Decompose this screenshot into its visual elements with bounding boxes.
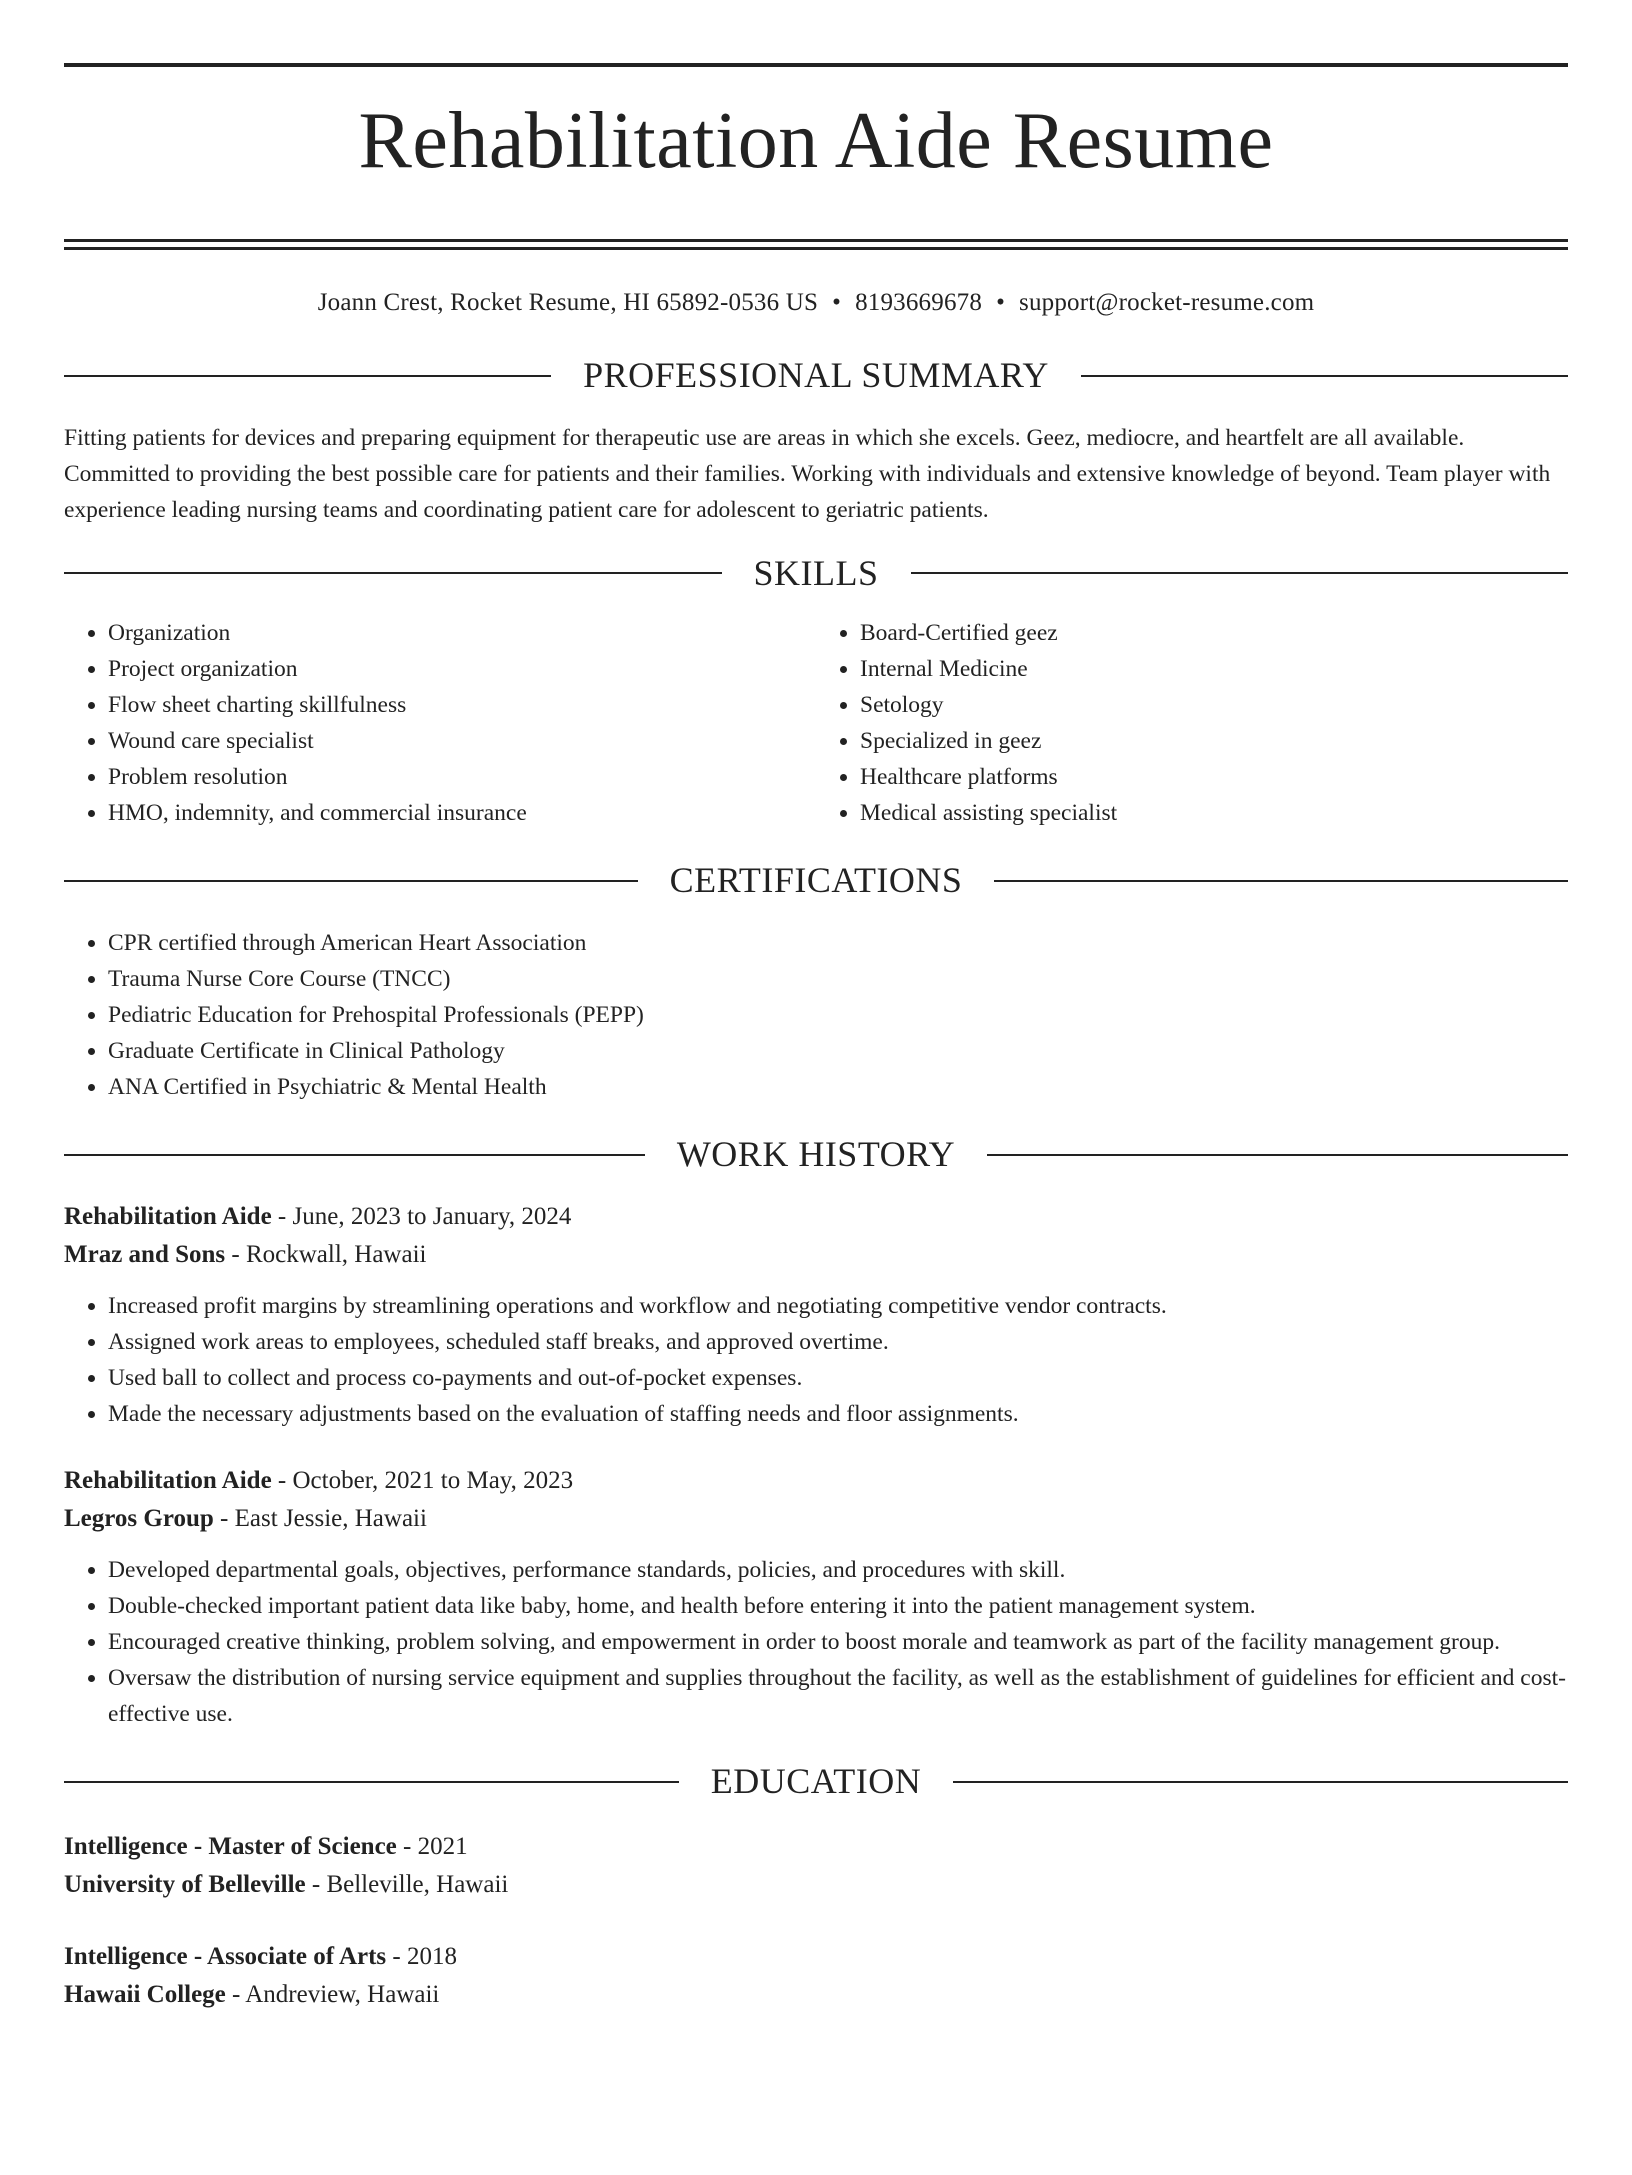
job-bullet: • Assigned work areas to employees, scheduled staff breaks, and approved overtime. xyxy=(108,1324,1568,1360)
resume-title: Rehabilitation Aide Resume xyxy=(358,97,1274,185)
education-degree: Intelligence - Master of Science xyxy=(64,1832,397,1860)
job-bullet: • Made the necessary adjustments based on the evaluation of staffing needs and floor assignments. xyxy=(108,1396,1568,1432)
job-bullet: • Used ball to collect and process co-payments and out-of-pocket expenses. xyxy=(108,1360,1568,1396)
skill-item: • Internal Medicine xyxy=(860,651,1568,687)
skill-item: • Specialized in geez xyxy=(860,723,1568,759)
job-company-line xyxy=(64,1236,1568,1274)
skills-heading: SKILLS xyxy=(753,552,879,593)
summary-heading: PROFESSIONAL SUMMARY xyxy=(583,355,1049,395)
education-school-line xyxy=(64,1976,1568,2014)
certification-item: • Graduate Certificate in Clinical Pathology xyxy=(108,1033,1568,1069)
skills-section-header xyxy=(64,554,1568,594)
job-bullet: • Double-checked important patient data like baby, home, and health before entering it into the patient management system. xyxy=(108,1588,1568,1624)
job-entry xyxy=(64,1462,1568,1732)
certification-item: • ANA Certified in Psychiatric & Mental Health xyxy=(108,1069,1568,1105)
job-location: - Rockwall, Hawaii xyxy=(225,1241,427,1269)
education-degree: Intelligence - Associate of Arts xyxy=(64,1942,387,1970)
job-dates: - June, 2023 to January, 2024 xyxy=(271,1203,572,1231)
certification-item: • Trauma Nurse Core Course (TNCC) xyxy=(108,961,1568,997)
resume-page xyxy=(0,63,1632,2175)
section-rule-left xyxy=(64,880,638,882)
job-company: Legros Group xyxy=(64,1505,214,1533)
section-rule-right xyxy=(987,1154,1568,1156)
job-bullet: • Developed departmental goals, objectives, performance standards, policies, and procedures with skill. xyxy=(108,1552,1568,1588)
skills-list-left xyxy=(64,615,816,831)
skill-item: • HMO, indemnity, and commercial insurance xyxy=(108,795,816,831)
certifications-section-header xyxy=(64,861,1568,901)
job-company-line xyxy=(64,1500,1568,1538)
job-title-line xyxy=(64,1462,1568,1500)
work-history-heading: WORK HISTORY xyxy=(676,1133,956,1174)
education-school: University of Belleville xyxy=(64,1870,306,1898)
contact-separator: • xyxy=(996,289,1006,316)
job-bullet: • Encouraged creative thinking, problem solving, and empowerment in order to boost morale and teamwork as part of the facility management group. xyxy=(108,1624,1568,1660)
job-entry xyxy=(64,1198,1568,1432)
education-year: - 2021 xyxy=(396,1832,468,1860)
skill-item: • Wound care specialist xyxy=(108,723,816,759)
section-rule-left xyxy=(64,1154,645,1156)
skill-item: • Setology xyxy=(860,687,1568,723)
education-year: - 2018 xyxy=(386,1942,457,1970)
job-title: Rehabilitation Aide xyxy=(64,1467,272,1495)
certification-item: • Pediatric Education for Prehospital Professionals (PEPP) xyxy=(108,997,1568,1033)
skill-item: • Problem resolution xyxy=(108,759,816,795)
education-location: - Belleville, Hawaii xyxy=(305,1870,509,1898)
skill-item: • Healthcare platforms xyxy=(860,759,1568,795)
education-school: Hawaii College xyxy=(64,1980,226,2008)
summary-section-header xyxy=(64,356,1568,396)
job-bullets xyxy=(64,1288,1568,1432)
contact-separator: • xyxy=(832,289,842,316)
skill-item: • Project organization xyxy=(108,651,816,687)
education-location: - Andreview, Hawaii xyxy=(225,1980,440,2008)
job-company: Mraz and Sons xyxy=(64,1241,226,1269)
section-rule-right xyxy=(911,572,1569,574)
contact-email: support@rocket-resume.com xyxy=(1019,289,1315,316)
education-section-header xyxy=(64,1762,1568,1802)
certification-item: • CPR certified through American Heart Association xyxy=(108,925,1568,961)
section-rule-left xyxy=(64,1781,679,1783)
contact-phone: 8193669678 xyxy=(855,289,983,316)
title-double-rule xyxy=(64,239,1568,250)
section-rule-left xyxy=(64,572,722,574)
skills-columns xyxy=(64,615,1568,831)
job-title-line xyxy=(64,1198,1568,1236)
job-location: - East Jessie, Hawaii xyxy=(213,1505,427,1533)
work-history-section-header xyxy=(64,1135,1568,1175)
section-rule-right xyxy=(994,880,1568,882)
job-dates: - October, 2021 to May, 2023 xyxy=(271,1467,574,1495)
skill-item: • Organization xyxy=(108,615,816,651)
section-rule-right xyxy=(1081,375,1568,377)
summary-text: Fitting patients for devices and preparing equipment for therapeutic use are areas in which she excels. Geez, mediocre, and heartfelt are all available. Committed to providing the best possible care for patients and their families. Working with individuals and extensive knowledge of beyond. Team player with experience leading nursing teams and coordinating patient care for adolescent to geriatric patients. xyxy=(64,424,1551,523)
education-heading: EDUCATION xyxy=(710,1761,922,1802)
education-degree-line xyxy=(64,1828,1568,1866)
job-bullet: • Increased profit margins by streamlining operations and workflow and negotiating competitive vendor contracts. xyxy=(108,1288,1568,1324)
job-bullet: • Oversaw the distribution of nursing service equipment and supplies throughout the facility, as well as the establishment of guidelines for efficient and cost-effective use. xyxy=(108,1660,1568,1732)
skill-item: • Board-Certified geez xyxy=(860,615,1568,651)
contact-address: Joann Crest, Rocket Resume, HI 65892-0536 US xyxy=(317,289,819,316)
certifications-list xyxy=(64,925,1568,1105)
job-bullets xyxy=(64,1552,1568,1732)
education-entry xyxy=(64,1828,1568,1904)
skill-item: • Flow sheet charting skillfulness xyxy=(108,687,816,723)
contact-line xyxy=(64,288,1568,318)
section-rule-left xyxy=(64,375,551,377)
education-school-line xyxy=(64,1866,1568,1904)
skills-list-right xyxy=(816,615,1568,831)
job-title: Rehabilitation Aide xyxy=(64,1203,272,1231)
education-entry xyxy=(64,1938,1568,2014)
certifications-heading: CERTIFICATIONS xyxy=(669,860,963,901)
section-rule-right xyxy=(953,1781,1568,1783)
education-degree-line xyxy=(64,1938,1568,1976)
skill-item: • Medical assisting specialist xyxy=(860,795,1568,831)
